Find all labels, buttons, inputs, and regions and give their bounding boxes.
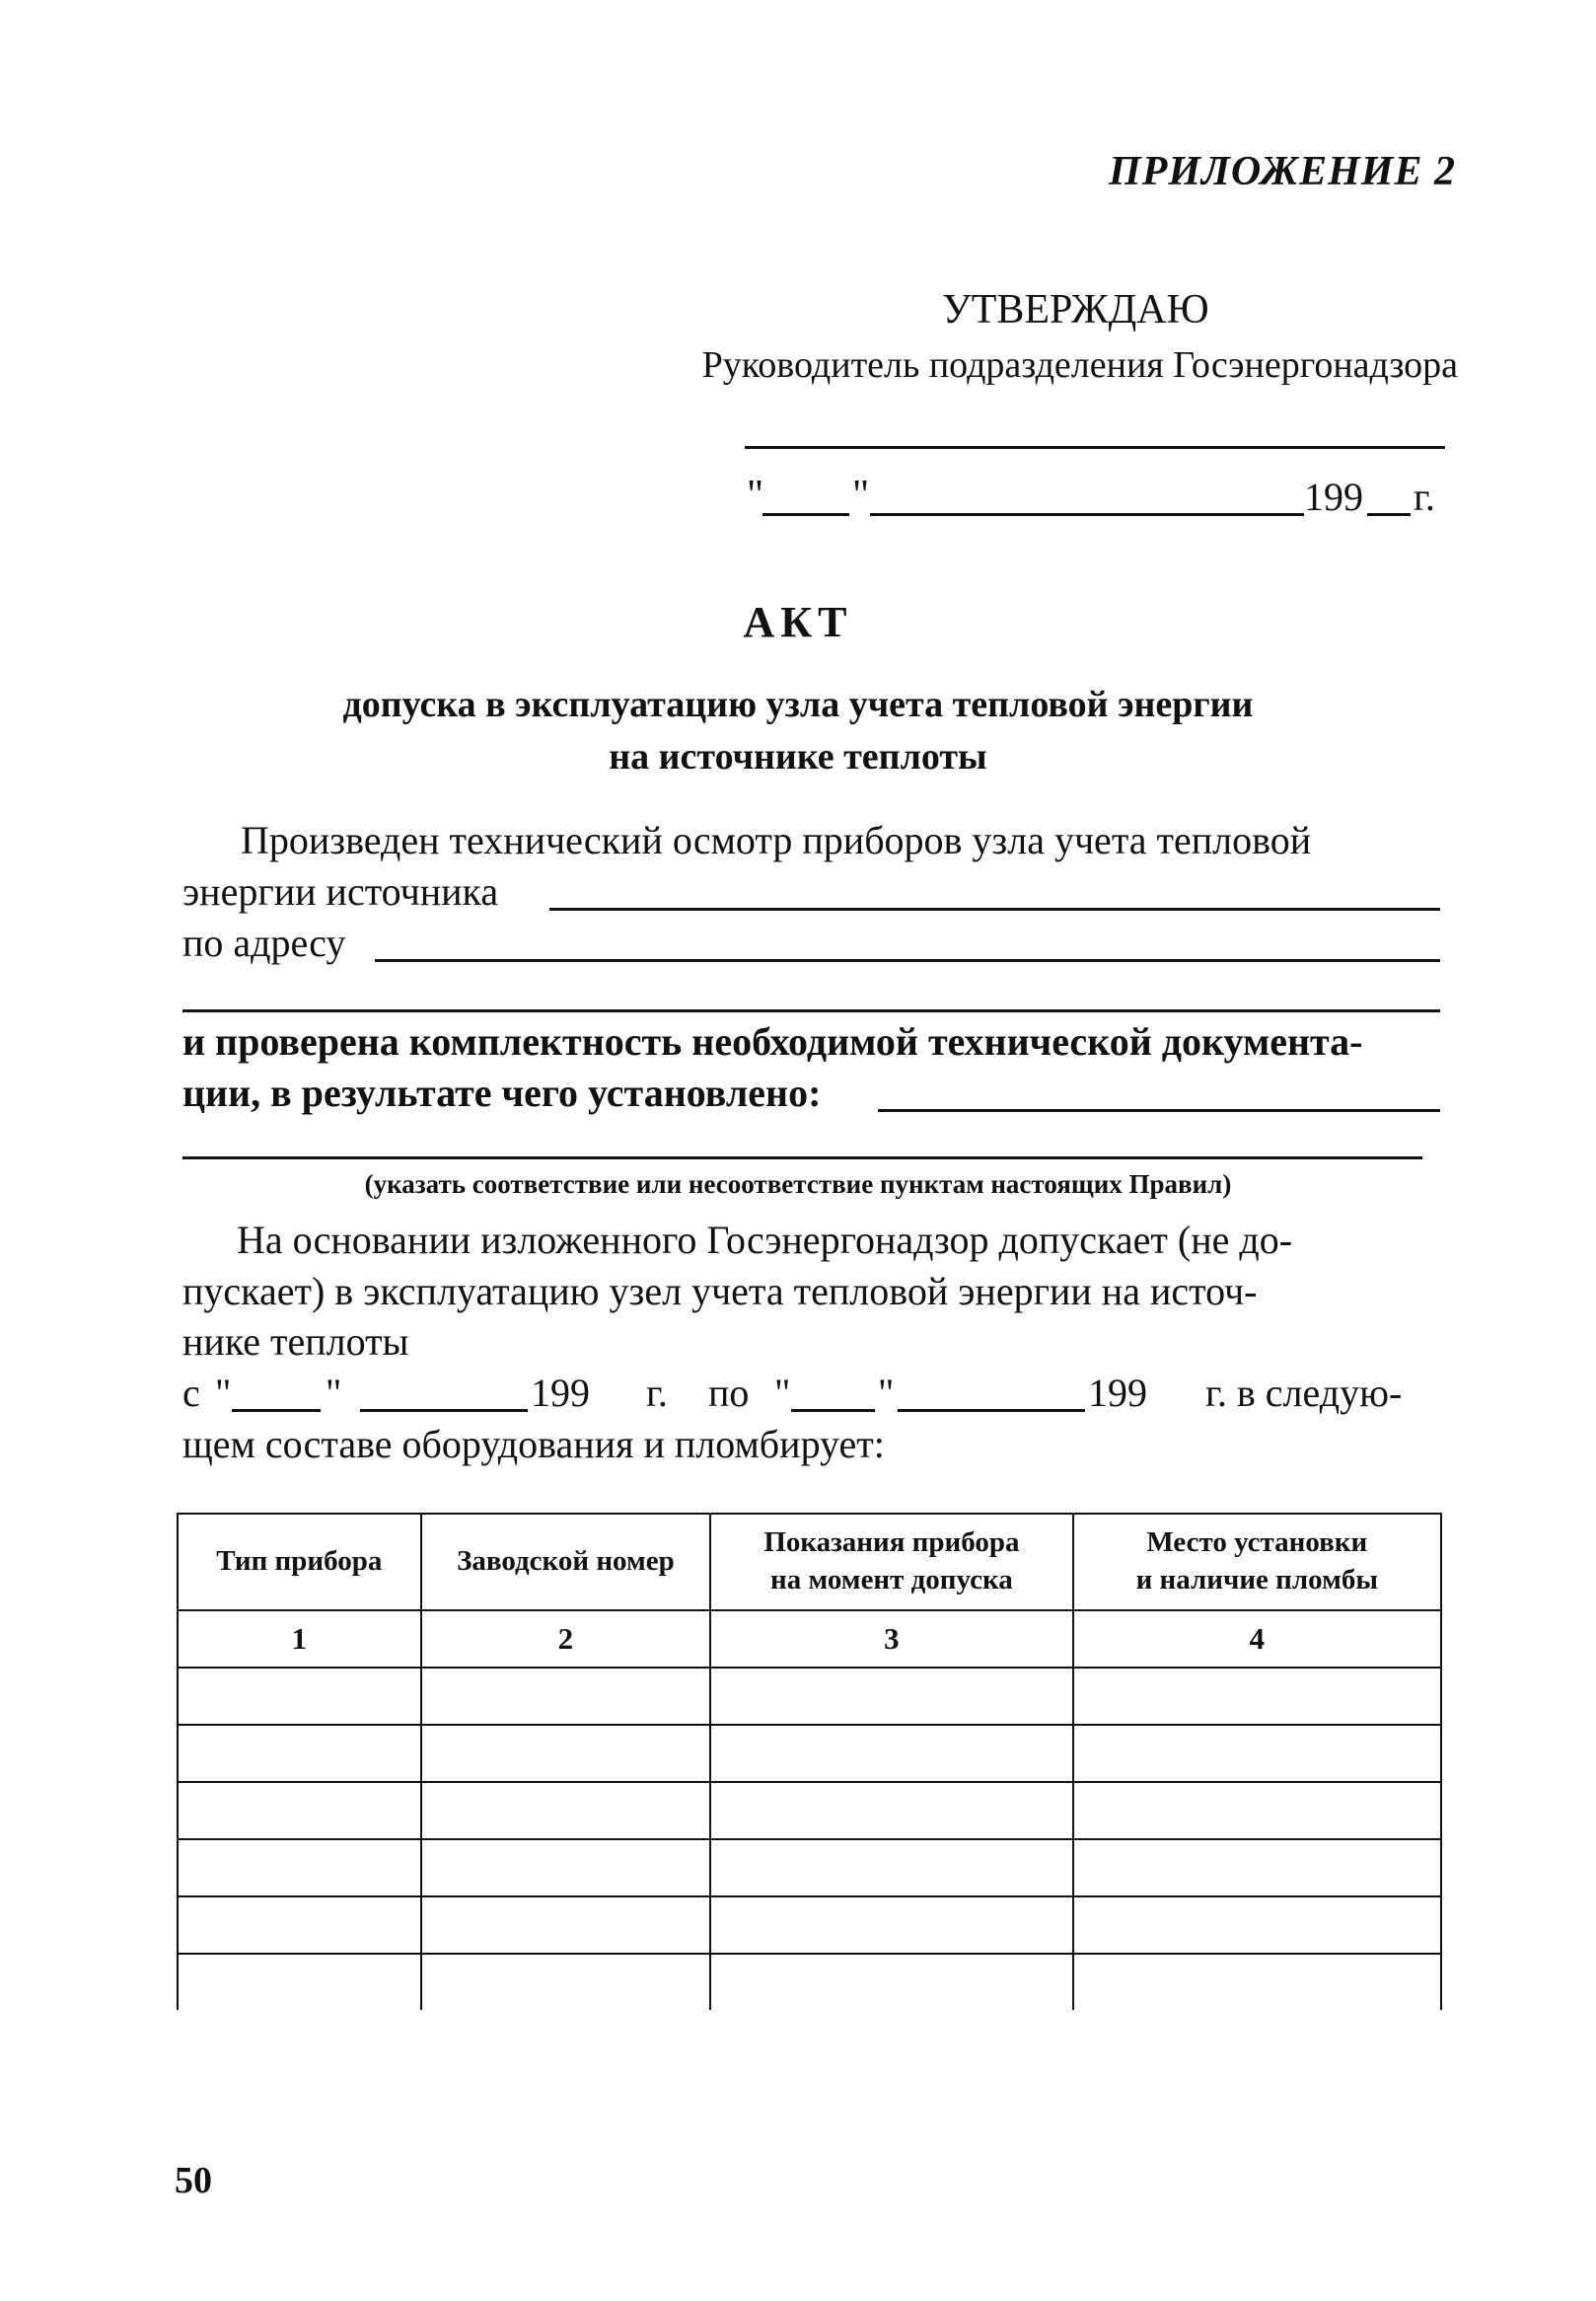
p3-line2: пускает) в эксплуатацию узел учета тепловой энергии на источ- bbox=[182, 1269, 1258, 1313]
act-subtitle-line2: на источнике теплоты bbox=[609, 736, 987, 778]
from-year-suffix: г. bbox=[646, 1371, 668, 1415]
to-label: по bbox=[708, 1371, 750, 1415]
act-title: АКТ bbox=[743, 598, 853, 646]
table-number-row bbox=[178, 1610, 1441, 1668]
table-cell bbox=[1073, 1725, 1441, 1782]
address-blank-2 bbox=[182, 1009, 1440, 1012]
table-cell bbox=[178, 1725, 421, 1782]
header-location-line2: и наличие пломбы bbox=[1135, 1564, 1379, 1596]
table-cell bbox=[178, 1782, 421, 1839]
table-cell bbox=[178, 1896, 421, 1954]
appendix-label: ПРИЛОЖЕНИЕ 2 bbox=[1109, 149, 1456, 194]
table-cell bbox=[421, 1668, 711, 1725]
table-cell bbox=[1073, 1896, 1441, 1954]
table-row bbox=[178, 1839, 1441, 1896]
table-header-row bbox=[178, 1514, 1441, 1610]
result-blank bbox=[878, 1109, 1440, 1112]
header-readings-line1: Показания прибора bbox=[763, 1526, 1020, 1559]
column-number: 4 bbox=[1073, 1610, 1441, 1668]
date-quote-close: " bbox=[852, 473, 870, 518]
to-quote-close: " bbox=[878, 1371, 895, 1415]
address-blank bbox=[375, 959, 1440, 962]
p2-line2: ции, в результате чего установлено: bbox=[182, 1071, 822, 1115]
p1-line3: по адресу bbox=[182, 921, 346, 965]
source-blank bbox=[549, 908, 1440, 911]
to-year-suffix: г. в следую- bbox=[1205, 1371, 1403, 1415]
result-blank-2 bbox=[182, 1156, 1422, 1159]
from-quote-open: " bbox=[215, 1371, 232, 1415]
p3-line1: На основании изложенного Госэнергонадзор допускает (не до- bbox=[237, 1218, 1293, 1262]
table-row bbox=[178, 1954, 1441, 2010]
p1-line2: энергии источника bbox=[182, 869, 499, 914]
to-day-blank bbox=[791, 1409, 875, 1412]
act-subtitle-line1: допуска в эксплуатацию узла учета тепловой энергии bbox=[342, 684, 1254, 725]
table-row bbox=[178, 1725, 1441, 1782]
date-quote-open: " bbox=[747, 473, 764, 518]
date-month-blank bbox=[870, 513, 1304, 516]
approve-heading: УТВЕРЖДАЮ bbox=[942, 287, 1209, 333]
from-quote-close: " bbox=[326, 1371, 342, 1415]
p1-line1: Произведен технический осмотр приборов узла учета тепловой bbox=[241, 818, 1312, 862]
table-cell bbox=[421, 1725, 711, 1782]
to-quote-open: " bbox=[774, 1371, 791, 1415]
signature-line bbox=[745, 446, 1445, 449]
date-year-blank bbox=[1367, 513, 1411, 516]
header-readings-line2: на момент допуска bbox=[770, 1564, 1013, 1596]
table-cell bbox=[710, 1954, 1072, 2010]
column-number: 2 bbox=[421, 1610, 711, 1668]
header-location-seal bbox=[1073, 1514, 1441, 1610]
date-day-blank bbox=[762, 513, 849, 516]
table-cell bbox=[421, 1782, 711, 1839]
result-note: (указать соответствие или несоответствие пунктам настоящих Правил) bbox=[364, 1169, 1232, 1199]
p2-line1: и проверена комплектность необходимой технической документа- bbox=[182, 1019, 1363, 1064]
table-cell bbox=[178, 1839, 421, 1896]
from-day-blank bbox=[232, 1409, 321, 1412]
column-number: 1 bbox=[178, 1610, 421, 1668]
table-cell bbox=[710, 1782, 1072, 1839]
table-cell bbox=[178, 1954, 421, 2010]
approver-title: Руководитель подразделения Госэнергонадзора bbox=[701, 344, 1458, 386]
table-cell bbox=[1073, 1668, 1441, 1725]
table-cell bbox=[1073, 1782, 1441, 1839]
table-cell bbox=[710, 1839, 1072, 1896]
table-cell bbox=[710, 1725, 1072, 1782]
header-readings bbox=[710, 1514, 1072, 1610]
table-cell bbox=[421, 1954, 711, 2010]
equipment-table bbox=[177, 1513, 1442, 2010]
table-cell bbox=[178, 1668, 421, 1725]
from-year: 199 bbox=[531, 1371, 590, 1415]
header-serial-number: Заводской номер bbox=[421, 1514, 711, 1610]
p3-line3: нике теплоты bbox=[182, 1319, 409, 1364]
table-cell bbox=[710, 1896, 1072, 1954]
table-row bbox=[178, 1668, 1441, 1725]
header-device-type: Тип прибора bbox=[178, 1514, 421, 1610]
header-location-line1: Место установки bbox=[1146, 1526, 1368, 1559]
to-month-blank bbox=[898, 1409, 1085, 1412]
page-number: 50 bbox=[175, 2160, 212, 2201]
from-label: с bbox=[182, 1371, 200, 1415]
column-number: 3 bbox=[710, 1610, 1072, 1668]
date-year: 199 bbox=[1304, 475, 1363, 519]
to-year: 199 bbox=[1088, 1371, 1147, 1415]
table-cell bbox=[1073, 1954, 1441, 2010]
table-row bbox=[178, 1896, 1441, 1954]
date-year-suffix: г. bbox=[1414, 475, 1435, 519]
from-month-blank bbox=[360, 1409, 528, 1412]
table-cell bbox=[421, 1896, 711, 1954]
p5-line: щем составе оборудования и пломбирует: bbox=[182, 1422, 885, 1466]
table-row bbox=[178, 1782, 1441, 1839]
table-cell bbox=[421, 1839, 711, 1896]
table-cell bbox=[1073, 1839, 1441, 1896]
table-cell bbox=[710, 1668, 1072, 1725]
